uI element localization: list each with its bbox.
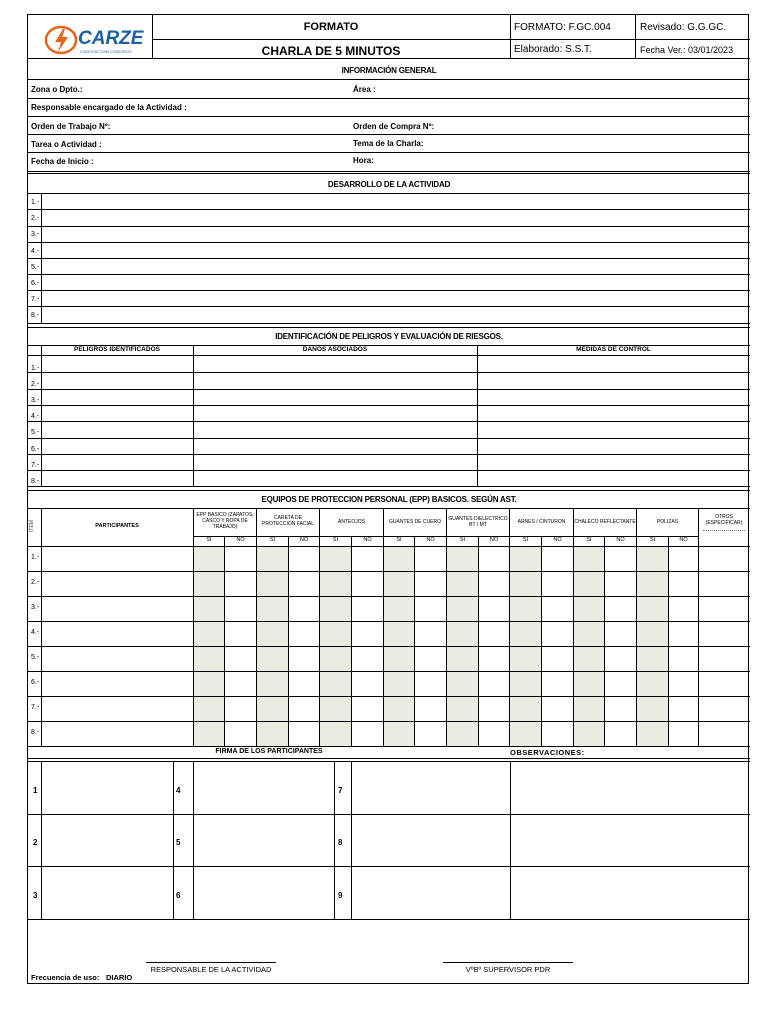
zona-label: Zona o Dpto.: — [31, 85, 83, 94]
participantes-column-label: PARTICIPANTES — [95, 523, 139, 529]
col-peligros-identificados: PELIGROS IDENTIFICADOS — [74, 346, 160, 353]
supervisor-caption: VºBº SUPERVISOR PDR — [465, 965, 551, 974]
signature-line-supervisor — [443, 962, 573, 963]
lightning-bolt-icon — [44, 25, 80, 55]
epp-column-header: ANTEOJOS — [338, 519, 365, 525]
no-label: NO — [363, 537, 372, 543]
si-label: SI — [649, 537, 656, 543]
no-label: NO — [679, 537, 688, 543]
col-medidas-control: MEDIDAS DE CONTROL — [576, 346, 651, 353]
tarea-label: Tarea o Actividad : — [31, 140, 102, 149]
epp-row-number: 5.- — [31, 654, 40, 661]
form-page — [27, 14, 749, 984]
epp-row-number: 2.- — [31, 579, 40, 586]
si-label: SI — [586, 537, 592, 543]
firma-number: 2 — [33, 838, 38, 847]
firma-number: 5 — [176, 838, 181, 847]
fecha-version-field: Fecha Ver.: 03/01/2023 — [640, 45, 734, 55]
orden-compra-label: Orden de Compra Nº: — [353, 122, 435, 131]
peligros-row-number: 6.- — [31, 446, 40, 453]
orden-trabajo-label: Orden de Trabajo Nº: — [31, 122, 111, 131]
formato-label: FORMATO — [303, 21, 359, 33]
format-code: FORMATO: F.GC.004 — [514, 22, 611, 33]
document-title: CHARLA DE 5 MINUTOS — [261, 44, 401, 58]
si-label: SI — [459, 537, 466, 543]
firma-number: 3 — [33, 891, 38, 900]
logo-tagline: CONSTRUCTORA CONSORCIO — [80, 50, 132, 54]
frecuencia-label: Frecuencia de uso: — [31, 973, 100, 982]
peligros-row-number: 7.- — [31, 462, 40, 469]
desarrollo-row-number: 2.- — [31, 215, 40, 222]
firma-number: 8 — [338, 838, 343, 847]
hora-label: Hora: — [353, 156, 374, 165]
section-peligros: IDENTIFICACIÓN DE PELIGROS Y EVALUACIÓN DE RIESGOS. — [275, 332, 503, 341]
no-label: NO — [426, 537, 435, 543]
section-epp: EQUIPOS DE PROTECCION PERSONAL (EPP) BASICOS. SEGÚN AST. — [261, 495, 517, 504]
tema-label: Tema de la Charla: — [353, 139, 424, 148]
epp-row-number: 6.- — [31, 679, 40, 686]
responsable-label: Responsable encargado de la Actividad : — [31, 103, 187, 112]
no-label: NO — [236, 537, 245, 543]
epp-column-header: CHALECO REFLECTANTE — [574, 519, 636, 525]
desarrollo-row-number: 5.- — [31, 264, 40, 271]
fecha-inicio-label: Fecha de Inicio : — [31, 157, 94, 166]
epp-row-number: 8.- — [31, 729, 40, 736]
peligros-row-number: 2.- — [31, 381, 40, 388]
desarrollo-row-number: 7.- — [31, 296, 40, 303]
peligros-row-number: 1.- — [31, 365, 40, 372]
no-label: NO — [616, 537, 625, 543]
desarrollo-row-number: 3.- — [31, 231, 40, 238]
otros-dotted-line — [703, 530, 745, 531]
epp-column-header: POLIZAS — [656, 519, 679, 525]
observaciones-title: OBSERVACIONES: — [510, 748, 585, 757]
no-label: NO — [553, 537, 562, 543]
logo-text: CARZE — [78, 28, 144, 49]
signature-line-responsable — [146, 962, 276, 963]
firma-number: 9 — [338, 891, 343, 900]
desarrollo-row-number: 4.- — [31, 248, 40, 255]
otros-column-header: OTROS (ESPECIFICAR) — [705, 514, 743, 526]
si-label: SI — [269, 537, 276, 543]
peligros-row-number: 3.- — [31, 397, 40, 404]
desarrollo-row-number: 1.- — [31, 199, 40, 206]
epp-column-header: CARETA DE PROTECCION FACIAL — [262, 515, 314, 527]
peligros-row-number: 5.- — [31, 429, 40, 436]
firma-number: 4 — [176, 786, 181, 795]
no-label: NO — [489, 537, 499, 543]
si-label: SI — [522, 537, 529, 543]
section-informacion-general: INFORMACIÓN GENERAL — [341, 66, 437, 75]
epp-column-header: GUANTES DE CUERO — [389, 519, 441, 525]
epp-row-number: 3.- — [31, 604, 40, 611]
section-desarrollo: DESARROLLO DE LA ACTIVIDAD — [327, 180, 451, 189]
epp-column-header: EPP BASICO (ZAPATOS, CASCO Y ROPA DE TRABAJO) — [196, 512, 254, 530]
epp-column-header: GUANTES DIELECTRICO BT / MT — [448, 516, 508, 528]
peligros-row-number: 4.- — [31, 413, 40, 420]
firmas-title: FIRMA DE LOS PARTICIPANTES — [215, 748, 323, 755]
si-label: SI — [332, 537, 339, 543]
area-label: Área : — [353, 85, 376, 94]
firma-number: 1 — [33, 786, 38, 795]
firma-number: 7 — [338, 786, 343, 795]
revisado-field: Revisado: G.G.GC. — [640, 22, 727, 33]
company-logo — [42, 23, 152, 61]
responsable-caption: RESPONSABLE DE LA ACTIVIDAD — [150, 965, 272, 974]
peligros-row-number: 8.- — [31, 478, 40, 485]
desarrollo-row-number: 8.- — [31, 312, 40, 319]
item-column-label: ITEM — [28, 520, 35, 532]
si-label: SI — [206, 537, 212, 543]
si-label: SI — [396, 537, 402, 543]
elaborado-field: Elaborado: S.S.T. — [514, 44, 592, 55]
epp-row-number: 4.- — [31, 629, 40, 636]
desarrollo-row-number: 6.- — [31, 280, 40, 287]
firma-number: 6 — [176, 891, 181, 900]
no-label: NO — [299, 537, 309, 543]
col-danos-asociados: DAÑOS ASOCIADOS — [302, 346, 368, 353]
epp-row-number: 7.- — [31, 704, 40, 711]
epp-row-number: 1.- — [31, 554, 40, 561]
frecuencia-value: DIARIO — [106, 973, 133, 982]
epp-column-header: ARNES / CINTURON — [517, 519, 566, 525]
